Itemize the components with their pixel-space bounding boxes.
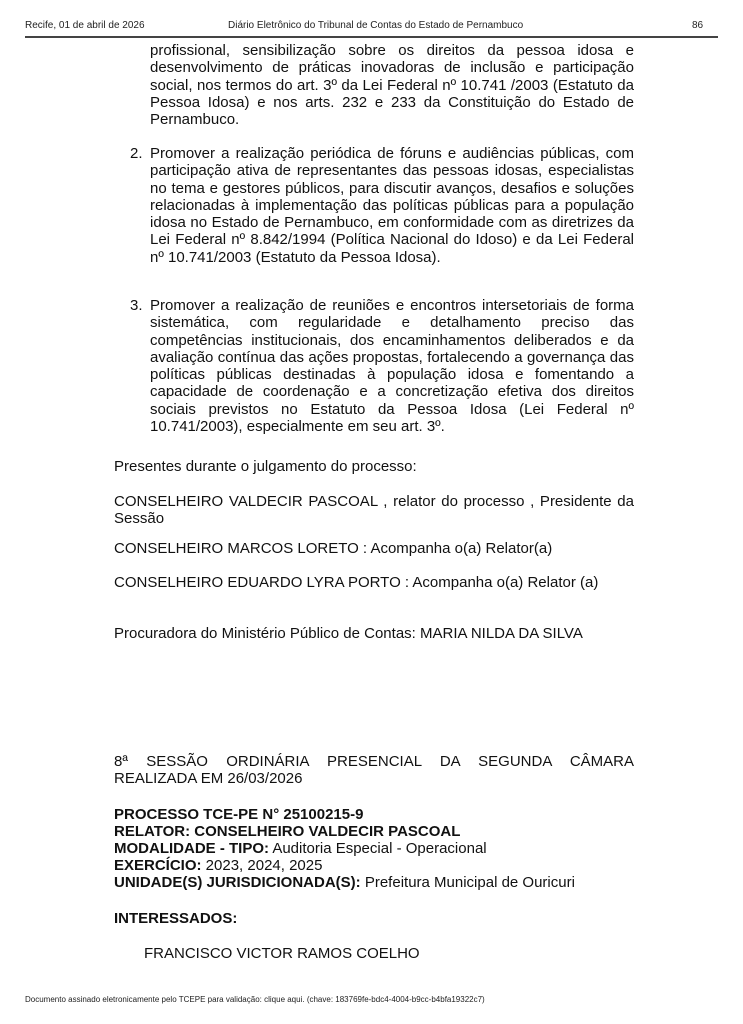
exercicio-label: EXERCÍCIO: <box>114 857 202 874</box>
exercicio-value: 2023, 2024, 2025 <box>201 857 323 874</box>
exercicio-row <box>114 857 634 874</box>
session-title: 8ª SESSÃO ORDINÁRIA PRESENCIAL DA SEGUNDA CÂMARA REALIZADA EM 26/03/2026 <box>114 753 634 788</box>
list-item <box>114 145 634 266</box>
list-item <box>114 297 634 435</box>
modalidade-label: MODALIDADE - TIPO: <box>114 840 269 857</box>
interessado-name: FRANCISCO VICTOR RAMOS COELHO <box>144 945 420 962</box>
list-item-number: 2. <box>130 145 143 162</box>
page-number: 86 <box>692 20 704 31</box>
present-member: CONSELHEIRO VALDECIR PASCOAL , relator do processo , Presidente da Sessão <box>114 493 634 528</box>
process-number: PROCESSO TCE-PE N° 25100215-9 <box>114 806 364 823</box>
signature-footer <box>25 995 485 1005</box>
validation-link[interactable]: clique aqui. <box>264 995 305 1004</box>
present-member: CONSELHEIRO EDUARDO LYRA PORTO : Acompanha o(a) Relator (a) <box>114 574 599 591</box>
modalidade-value: Auditoria Especial - Operacional <box>269 840 487 857</box>
header-date: Recife, 01 de abril de 2026 <box>25 20 145 31</box>
list-item-number: 3. <box>130 297 143 314</box>
present-member: CONSELHEIRO MARCOS LORETO : Acompanha o(a) Relator(a) <box>114 540 553 557</box>
footer-key: (chave: 183769fe-bdc4-4004-b9cc-b4bfa19322c7) <box>304 995 485 1004</box>
header-title: Diário Eletrônico do Tribunal de Contas do Estado de Pernambuco <box>228 20 524 31</box>
header-divider <box>25 36 718 38</box>
unidade-value: Prefeitura Municipal de Ouricuri <box>360 874 575 891</box>
list-item-text: Promover a realização de reuniões e encontros intersetoriais de forma sistemática, com regularidade e detalhamento preciso das competências institucionais, dos encaminhamentos deliberados e da avaliação contínua das ações propostas, fortalecendo a governança das políticas públicas destinadas à população idosa e fomentando a capacidade de coordenação e a concretização efetiva dos direitos sociais previstos no Estatuto da Pessoa Idosa (Lei Federal nº 10.741/2003), especialmente em seu art. 3º. <box>150 297 634 436</box>
modalidade-row <box>114 840 634 857</box>
continuation-paragraph: profissional, sensibilização sobre os direitos da pessoa idosa e desenvolvimento de práticas inovadoras de inclusão e participação social, nos termos do art. 3º da Lei Federal nº 10.741 /2003 (Estatuto da Pessoa Idosa) e nos arts. 232 e 233 da Constituição do Estado de Pernambuco. <box>150 42 634 129</box>
present-intro: Presentes durante o julgamento do processo: <box>114 458 417 475</box>
relator: RELATOR: CONSELHEIRO VALDECIR PASCOAL <box>114 823 461 840</box>
unidade-row <box>114 874 634 891</box>
list-item-text: Promover a realização periódica de fóruns e audiências públicas, com participação ativa de representantes das pessoas idosas, especialistas no tema e gestores públicos, para discutir avanços, desafios e soluções relacionadas à implementação das políticas públicas para a população idosa no Estado de Pernambuco, em conformidade com as diretrizes da Lei Federal nº 8.842/1994 (Política Nacional do Idoso) e da Lei Federal nº 10.741/2003 (Estatuto da Pessoa Idosa). <box>150 145 634 266</box>
interessados-label: INTERESSADOS: <box>114 910 238 927</box>
footer-prefix: Documento assinado eletronicamente pelo TCEPE para validação: <box>25 995 265 1004</box>
present-member: Procuradora do Ministério Público de Contas: MARIA NILDA DA SILVA <box>114 625 583 642</box>
unidade-label: UNIDADE(S) JURISDICIONADA(S): <box>114 874 361 891</box>
